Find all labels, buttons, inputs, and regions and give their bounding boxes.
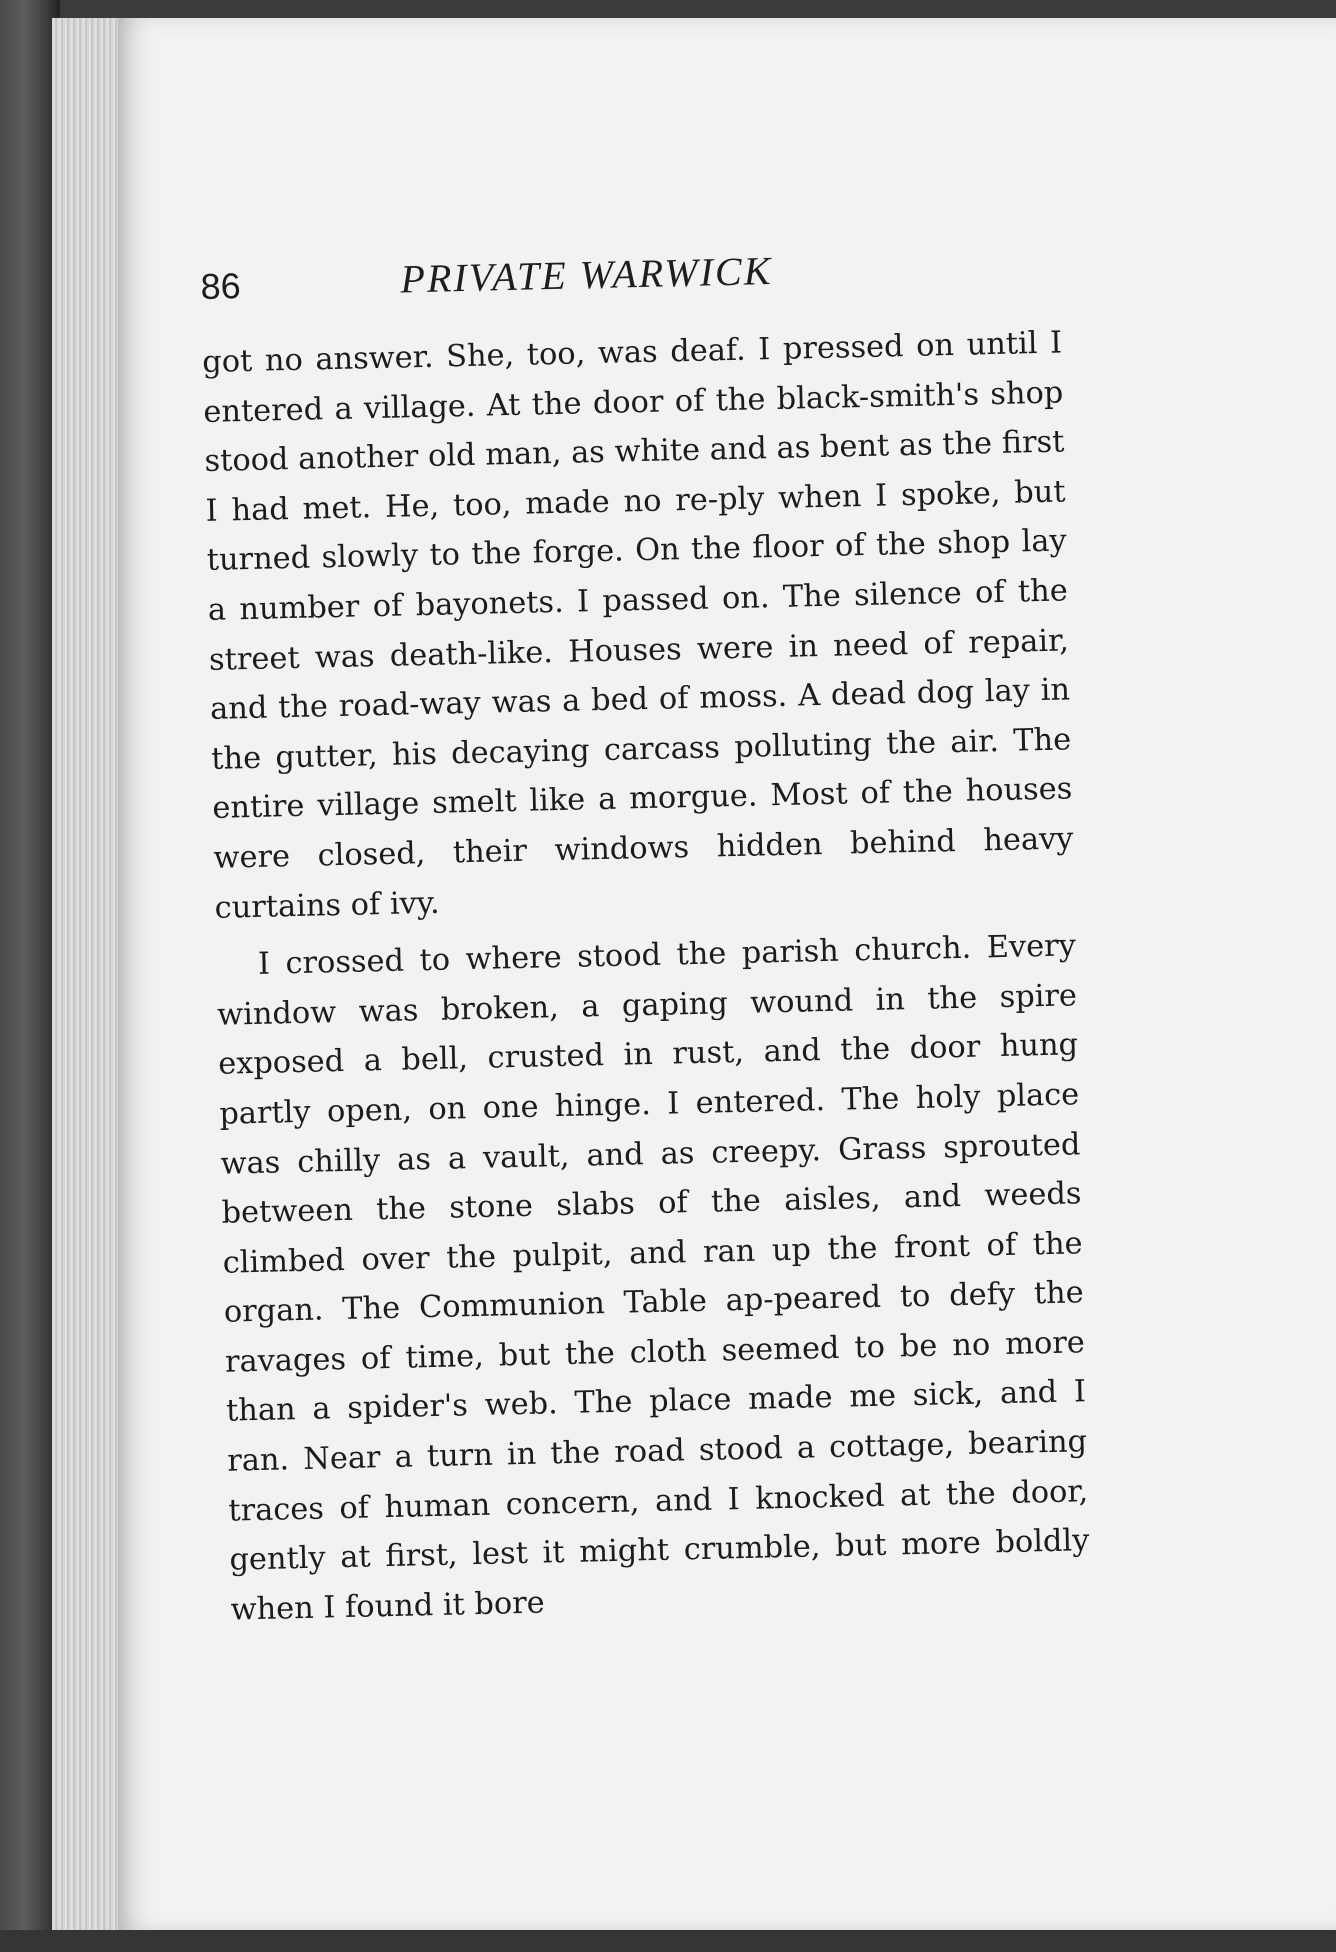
paragraph-2: I crossed to where stood the parish church. Every window was broken, a gaping wound in the spire exposed a bell, crusted in rust, and the door hung partly open, on one hinge. I entered. The holy place was chilly as a vault, and as creepy. Grass sprouted between the stone slabs of the aisles, and weeds climbed over the pulpit, and ran up the front of the organ. The Communion Table ap-peared to defy the ravages of time, but the cloth seemed to be no more than a spider's web. The place made me sick, and I ran. Near a turn in the road stood a cottage, bearing traces of human concern, and I knocked at the door, gently at first, lest it might crumble, but more boldly when I found it bore <box>216 928 1090 1628</box>
scan-top-margin <box>0 0 1336 18</box>
paragraph-1: got no answer. She, too, was deaf. I pressed on until I entered a village. At the door of the black-smith's shop stood another old man, as white and as bent as the first I had met. He, too, made no re-ply when I spoke, but turned slowly to the forge. On the floor of the shop lay a number of bayonets. I passed on. The silence of the street was death-like. Houses were in need of repair, and the road-way was a bed of moss. A dead dog lay in the gutter, his decaying carcass polluting the air. The entire village smelt like a morgue. Most of the houses were closed, their windows hidden behind heavy curtains of ivy. <box>201 325 1074 926</box>
page-number: 86 <box>200 265 242 307</box>
page-edges <box>52 18 122 1930</box>
book-cover-edge <box>0 0 60 1952</box>
page-text-block <box>200 240 1091 1635</box>
scan-bottom-margin <box>0 1930 1336 1952</box>
running-title: PRIVATE WARWICK <box>399 248 773 302</box>
